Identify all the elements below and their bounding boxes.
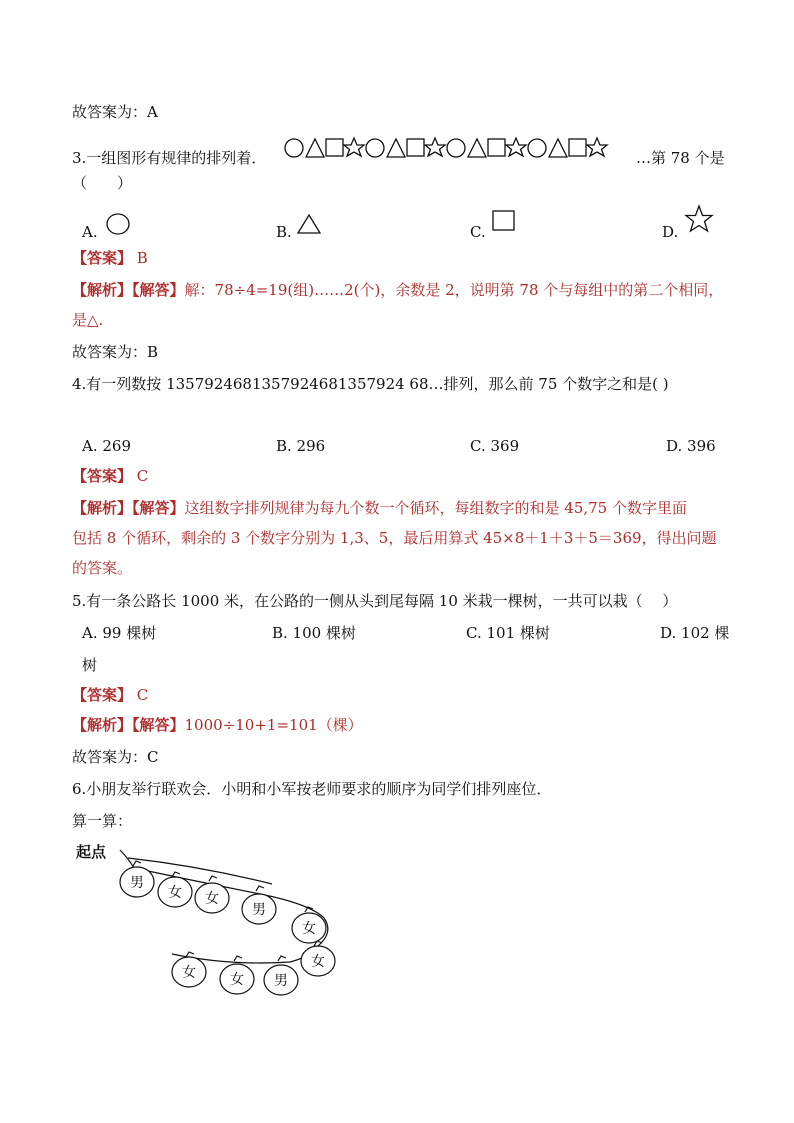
q4-analysis-line2: 包括 8 个循环，剩余的 3 个数字分别为 1,3、5，最后用算式 45×8＋1＋3＋5＝369，得出问题: [72, 529, 717, 547]
q2-result: 故答案为：A: [72, 103, 158, 121]
q4-option-a[interactable]: A. 269: [82, 437, 131, 455]
q6-stem: 6.小朋友举行联欢会．小明和小军按老师要求的顺序为同学们排列座位．: [72, 780, 552, 798]
q5-option-d-wrap: 树: [82, 656, 98, 674]
top-seat-label: 女: [302, 921, 316, 937]
q4-option-d[interactable]: D. 396: [666, 437, 716, 455]
bottom-seat-label: 女: [230, 972, 244, 988]
q4-option-c[interactable]: C. 369: [470, 437, 520, 455]
q4-analysis: 【解析】【解答】这组数字排列规律为每九个数一个循环，每组数字的和是 45,75 个数字里面: [72, 499, 687, 517]
q3-option-d[interactable]: D.: [662, 223, 679, 241]
q4-option-b[interactable]: B. 296: [276, 437, 326, 455]
q5-option-d[interactable]: D. 102 棵: [660, 624, 730, 642]
q3-stem-end: …第 78 个是: [636, 149, 725, 167]
q4-analysis-line3: 的答案。: [72, 559, 133, 577]
q6-sub: 算一算：: [72, 812, 133, 830]
q3-result: 故答案为：B: [72, 343, 159, 361]
q3-option-b[interactable]: B.: [276, 223, 292, 241]
q3-stem: 3.一组图形有规律的排列着．: [72, 149, 267, 167]
q5-option-c[interactable]: C. 101 棵树: [466, 624, 550, 642]
q4-stem: 4.有一列数按 1357924681357924681357924 68…排列，那么前 75 个数字之和是( ): [72, 375, 669, 393]
q5-option-a[interactable]: A. 99 棵树: [82, 624, 157, 642]
q3-option-a[interactable]: A.: [82, 223, 98, 241]
q5-result: 故答案为：C: [72, 748, 159, 766]
q5-option-b[interactable]: B. 100 棵树: [272, 624, 356, 642]
start-label: 起点: [76, 843, 107, 861]
bottom-seat-label: 男: [274, 973, 288, 989]
q4-answer: 【答案】 C: [72, 467, 149, 485]
top-seat-label: 男: [130, 875, 144, 891]
q3-answer: 【答案】 B: [72, 249, 148, 267]
q5-stem: 5.有一条公路长 1000 米，在公路的一侧从头到尾每隔 10 米栽一棵树，一共可以栽（ ）: [72, 592, 678, 610]
top-seat-label: 男: [252, 902, 266, 918]
q3-analysis-line2: 是△.: [72, 311, 104, 329]
q5-answer: 【答案】 C: [72, 686, 149, 704]
top-seat-label: 女: [168, 885, 182, 901]
q3-paren: （ ）: [72, 174, 133, 192]
q3-analysis: 【解析】【解答】解：78÷4=19(组)……2(个)，余数是 2，说明第 78 个与每组中的第二个相同，: [72, 281, 724, 299]
top-seat-label: 女: [205, 891, 219, 907]
bottom-seat-label: 女: [311, 954, 325, 970]
q3-option-c[interactable]: C.: [470, 223, 486, 241]
q5-analysis: 【解析】【解答】1000÷10+1=101（棵）: [72, 716, 363, 734]
bottom-seat-label: 女: [182, 965, 196, 981]
